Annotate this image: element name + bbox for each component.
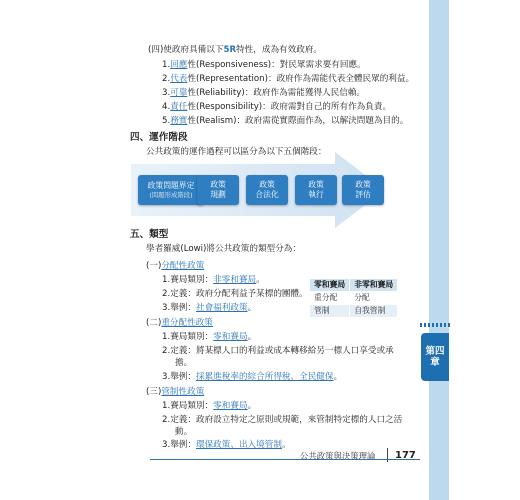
footer-rule: [150, 459, 420, 460]
section-five-intro: 學者羅威(Lowi)將公共政策的類型分為：: [146, 244, 301, 254]
chapter-tab-line1: 第四: [425, 346, 445, 357]
table-cell: 自我管制: [350, 305, 398, 318]
section-four-heading: 四、運作階段: [130, 132, 188, 143]
type-b-item-2-cont: 擔。: [175, 358, 193, 368]
table-header: 零和賽局: [310, 279, 350, 292]
chapter-tab[interactable]: [421, 333, 449, 381]
game-type-table: [309, 278, 398, 318]
stage-box-3: 政策 合法化: [246, 175, 288, 205]
type-c-heading: (三)管制性政策: [146, 387, 205, 397]
r-item-4: 4.責任性(Responsibility)：政府需對自己的所有作為負責。: [162, 102, 392, 112]
type-c-item-2: 2.定義：政府設立特定之原則或規範，來管制特定標的人口之活: [162, 415, 403, 425]
sidebar-dots: [420, 323, 450, 327]
chapter-sidebar: [429, 0, 449, 500]
type-b-heading: (二)重分配性政策: [146, 318, 213, 328]
table-cell: 重分配: [310, 292, 350, 305]
type-c-item-3: 3.舉例：環保政策、出入境管制。: [162, 440, 291, 450]
type-b-item-3: 3.舉例：採累進稅率的綜合所得稅、全民健保。: [162, 372, 343, 382]
five-r: 5R: [223, 45, 237, 55]
type-a-item-2: 2.定義：政府分配利益予某標的團體。: [162, 289, 308, 299]
chapter-tab-line2: 章: [430, 357, 440, 368]
type-c-item-1: 1.賽局類別：零和賽局。: [162, 401, 257, 411]
stage-box-5: 政策 評估: [342, 175, 384, 205]
type-c-item-2-cont: 動。: [175, 427, 193, 437]
r-item-2: 2.代表性(Representation)：政府作為需能代表全體民眾的利益。: [162, 74, 415, 84]
type-b-item-2: 2.定義：將某標人口的利益或成本轉移給另一標人口享受或承: [162, 346, 394, 356]
r-item-5: 5.務實性(Realism)：政府需從實際面作為，以解決問題為目的。: [162, 116, 409, 126]
table-cell: 管制: [310, 305, 350, 318]
type-a-heading: (一)分配性政策: [146, 261, 205, 271]
item-four-tail: 特性，成為有效政府。: [236, 45, 323, 55]
type-a-item-1: 1.賽局類別：非零和賽局。: [162, 275, 265, 285]
item-four-text: (四)使政府具備以下: [148, 45, 224, 55]
page-number: 177: [395, 450, 416, 461]
table-cell: 分配: [350, 292, 398, 305]
r-item-1: 1.回應性(Responsiveness)：對民眾需求要有回應。: [162, 60, 366, 70]
stage-box-1: 政策問題界定 (問題形成階段): [138, 175, 204, 205]
section-four-intro: 公共政策的運作過程可以區分為以下五個階段：: [146, 147, 327, 157]
type-a-item-3: 3.舉例：社會福利政策。: [162, 303, 257, 313]
stage-box-2: 政策 規劃: [197, 175, 239, 205]
footer-title: 公共政策與決策理論: [300, 451, 376, 461]
type-b-item-1: 1.賽局類別：零和賽局。: [162, 332, 257, 342]
r-item-3: 3.可靠性(Reliability)：政府作為需能獲得人民信賴。: [162, 88, 366, 98]
section-five-heading: 五、類型: [130, 229, 169, 240]
item-four: [148, 44, 322, 56]
table-header: 非零和賽局: [350, 279, 398, 292]
stage-box-4: 政策 執行: [295, 175, 337, 205]
